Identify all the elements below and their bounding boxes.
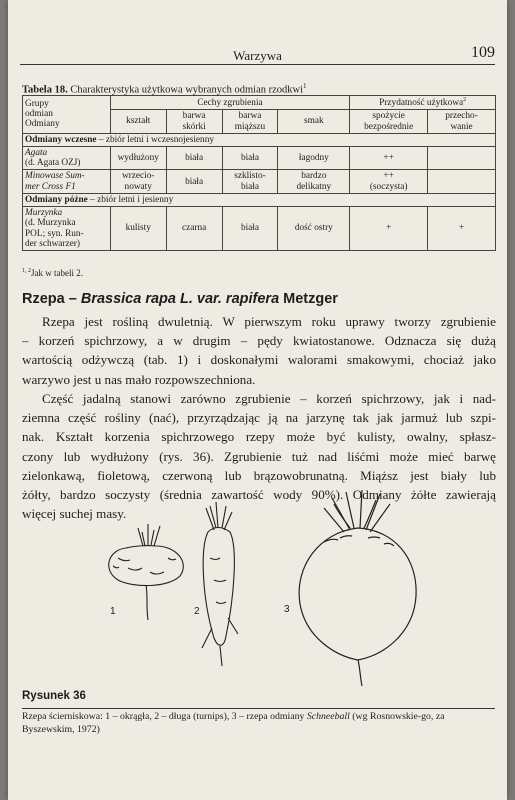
table-header-row — [23, 96, 496, 110]
header-flesh-color: barwa miąższu — [222, 110, 278, 133]
fig-number-2: 2 — [194, 606, 200, 617]
table-caption — [22, 82, 307, 96]
header-groups: Grupy odmian Odmiany — [23, 96, 111, 134]
turnip-long-drawing — [202, 502, 238, 666]
figure-label: Rysunek 36 — [22, 690, 86, 702]
paragraph-1: Rzepa jest rośliną dwuletnią. W pierwszym roku uprawy tworzy zgrubienie – korzeń spichrzowy, a w drugim – pędy kwiatostanowe. Odznacza się dużą wartością odżywczą (tab. 1) i doskonałymi walorami smakowymi, chociaż jako warzywo jest u nas mało rozpowszechniona. — [22, 314, 496, 387]
book-page — [8, 0, 507, 800]
table-label: Tabela 18. — [22, 84, 68, 96]
header-direct-use: spożycie bezpośrednie — [350, 110, 428, 133]
running-header — [20, 46, 495, 65]
figure-caption: Rzepa ścierniskowa: 1 – okrągła, 2 – długa (turnips), 3 – rzepa odmiany Schneeball (wg Rosnowskie-go, za Byszewskim, 1972) — [22, 711, 445, 735]
variety-name: Agata (d. Agata OZJ) — [23, 146, 111, 169]
table-row: Murzynka (d. Murzynka POL; syn. Run- der schwarzer) kulisty czarna biała dość ostry + + — [23, 207, 496, 251]
section-heading: Rzepa – Brassica rapa L. var. rapifera Metzger — [22, 291, 338, 307]
table-caption-text: Charakterystyka użytkowa wybranych odmian rzodkwi — [70, 84, 304, 96]
turnip-round-drawing — [109, 524, 184, 620]
header-skin-color: barwa skórki — [166, 110, 222, 133]
paragraph-2: Część jadalną stanowi zarówno zgrubienie – korzeń spichrzowy, jak i nad- ziemna część rośliny (nać), przyrządzając ją na jarzynę tak jak jarmuż lub szpi- nak. Kształt korzenia spichrzowego rzepy może być kulisty, owalny, spłasz- czony lub wydłużony (rys. 36). Zgrubienie tuż nad liśćmi może mieć barwę zielonkawą, fioletową, czerwoną lub brązowobrunatną. Miąższ jest biały lub żółty, bardzo soczysty (średnia zawartość wody 90%). Odmiany żółte zawierają więcej suchej masy. — [22, 391, 496, 522]
fig-number-3: 3 — [284, 604, 290, 615]
table-footnote: $^{1, 2}$Jak w tabeli 2. — [22, 268, 83, 278]
fig-number-1: 1 — [110, 606, 116, 617]
table-row: Minowase Sum- mer Cross F1 wrzecio- nowaty biała szklisto- biała bardzo delikatny ++ (soczysta) — [23, 170, 496, 193]
variety-name: Minowase Sum- mer Cross F1 — [23, 170, 111, 193]
page-number: 109 — [471, 44, 495, 61]
caption-divider — [22, 708, 495, 709]
header-usage: Przydatność użytkowa$^2$ — [350, 96, 496, 110]
variety-name: Murzynka (d. Murzynka POL; syn. Run- der schwarzer) — [23, 207, 111, 251]
group-row-late: Odmiany późne – zbiór letni i jesienny — [23, 193, 496, 206]
turnip-illustration — [88, 488, 468, 688]
turnip-schneeball-drawing — [299, 490, 416, 686]
header-storage: przecho- wanie — [428, 110, 496, 133]
header-features: Cechy zgrubienia — [110, 96, 349, 110]
group-row-early: Odmiany wczesne – zbiór letni i wczesnojesienny — [23, 133, 496, 146]
header-taste: smak — [278, 110, 350, 133]
table-row: Agata (d. Agata OZJ) wydłużony biała biała łagodny ++ — [23, 146, 496, 169]
chapter-title: Warzywa — [233, 48, 282, 63]
table-caption-footnote-mark: 1 — [303, 82, 307, 90]
radish-varieties-table — [22, 95, 496, 251]
header-shape: kształt — [110, 110, 166, 133]
